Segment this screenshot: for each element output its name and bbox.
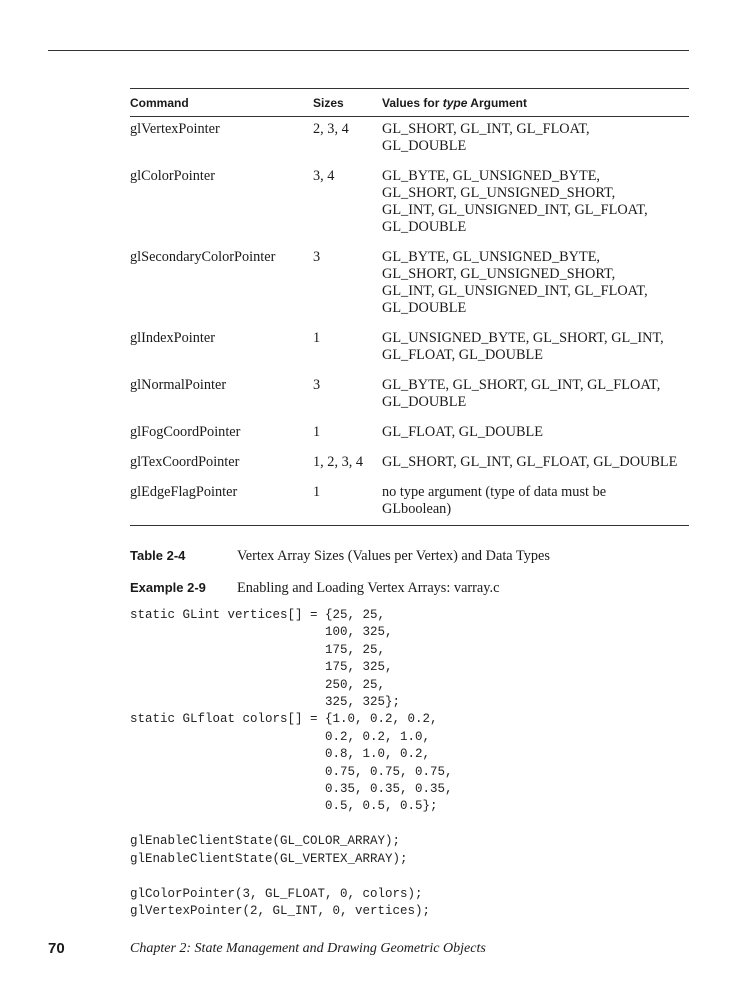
row-sizes: 1 <box>313 424 321 440</box>
row-command: glTexCoordPointer <box>130 454 240 470</box>
row-command: glNormalPointer <box>130 377 227 393</box>
table-row <box>130 377 689 411</box>
row-values-line: GL_DOUBLE <box>382 219 467 235</box>
row-values-line: GL_INT, GL_UNSIGNED_INT, GL_FLOAT, <box>382 283 648 299</box>
table-row <box>130 249 689 317</box>
row-values-line: GL_DOUBLE <box>382 138 467 154</box>
row-sizes: 1 <box>313 330 321 346</box>
header-values <box>382 96 689 110</box>
page-number: 70 <box>48 940 65 957</box>
header-values-suffix: Argument <box>467 95 527 110</box>
row-values-line: no type argument (type of data must be <box>382 484 607 500</box>
table-row <box>130 454 689 471</box>
code-listing: static GLint vertices[] = {25, 25, 100, 325, 175, 25, 175, 325, 250, 25, 325, 325}; static GLfloat colors[] = {1.0, 0.2, 0.2, 0.2, 0.2, 1.0, 0.8, 1.0, 0.2, 0.75, 0.75, 0.75, 0.35, 0.35, 0.35, 0.5, 0.5, 0.5}; glEnableClientState(GL_COLOR_ARRAY); glEnableClientState(GL_VERTEX_ARRAY); glColorPointer(3, GL_FLOAT, 0, colors); glVertexPointer(2, GL_INT, 0, vertices); <box>130 608 453 918</box>
example-label: Example 2-9 <box>130 580 206 595</box>
header-command: Command <box>130 95 189 110</box>
table-caption-text: Vertex Array Sizes (Values per Vertex) and Data Types <box>237 548 550 564</box>
row-values-line: GL_FLOAT, GL_DOUBLE <box>382 347 543 363</box>
row-values <box>382 330 689 364</box>
table-body <box>130 117 689 525</box>
row-values <box>382 249 689 317</box>
row-values <box>382 168 689 236</box>
row-values-line: GL_DOUBLE <box>382 394 467 410</box>
header-values-italic: type <box>442 95 468 110</box>
example-heading <box>130 580 499 597</box>
row-sizes: 1 <box>313 484 321 500</box>
row-values-line: GL_INT, GL_UNSIGNED_INT, GL_FLOAT, <box>382 202 648 218</box>
row-command: glSecondaryColorPointer <box>130 249 276 265</box>
row-values-line: GL_DOUBLE <box>382 300 467 316</box>
example-title: Enabling and Loading Vertex Arrays: varray.c <box>237 580 500 596</box>
table-row <box>130 168 689 236</box>
vertex-array-table <box>130 88 689 526</box>
table-bottom-rule <box>130 525 689 526</box>
row-values-line: GL_BYTE, GL_UNSIGNED_BYTE, <box>382 168 601 184</box>
row-sizes: 3 <box>313 377 321 393</box>
row-command: glVertexPointer <box>130 121 220 137</box>
row-values <box>382 121 689 155</box>
row-values-line: GL_UNSIGNED_BYTE, GL_SHORT, GL_INT, <box>382 330 664 346</box>
top-rule <box>48 50 689 51</box>
row-values <box>382 377 689 411</box>
row-values <box>382 484 689 518</box>
header-values-prefix: Values for <box>382 95 443 110</box>
row-sizes: 2, 3, 4 <box>313 121 349 137</box>
header-sizes: Sizes <box>313 95 344 110</box>
row-values <box>382 424 689 441</box>
row-command: glColorPointer <box>130 168 215 184</box>
row-command: glIndexPointer <box>130 330 215 346</box>
table-caption <box>130 548 550 565</box>
row-values-line: GL_SHORT, GL_UNSIGNED_SHORT, <box>382 185 616 201</box>
row-values-line: GL_SHORT, GL_UNSIGNED_SHORT, <box>382 266 616 282</box>
row-sizes: 3 <box>313 249 321 265</box>
row-values-line: GL_BYTE, GL_UNSIGNED_BYTE, <box>382 249 601 265</box>
running-head: Chapter 2: State Management and Drawing Geometric Objects <box>130 941 486 956</box>
row-sizes: 1, 2, 3, 4 <box>313 454 364 470</box>
row-values-line: GL_SHORT, GL_INT, GL_FLOAT, <box>382 121 590 137</box>
row-values-line: GL_FLOAT, GL_DOUBLE <box>382 424 543 440</box>
row-values <box>382 454 689 471</box>
row-values-line: GLboolean) <box>382 501 452 517</box>
table-row <box>130 424 689 441</box>
row-sizes: 3, 4 <box>313 168 335 184</box>
table-header <box>130 89 689 117</box>
table-row <box>130 330 689 364</box>
table-caption-label: Table 2-4 <box>130 548 186 563</box>
row-values-line: GL_SHORT, GL_INT, GL_FLOAT, GL_DOUBLE <box>382 454 678 470</box>
table-row <box>130 484 689 518</box>
row-command: glFogCoordPointer <box>130 424 241 440</box>
row-values-line: GL_BYTE, GL_SHORT, GL_INT, GL_FLOAT, <box>382 377 661 393</box>
row-command: glEdgeFlagPointer <box>130 484 238 500</box>
table-row <box>130 121 689 155</box>
